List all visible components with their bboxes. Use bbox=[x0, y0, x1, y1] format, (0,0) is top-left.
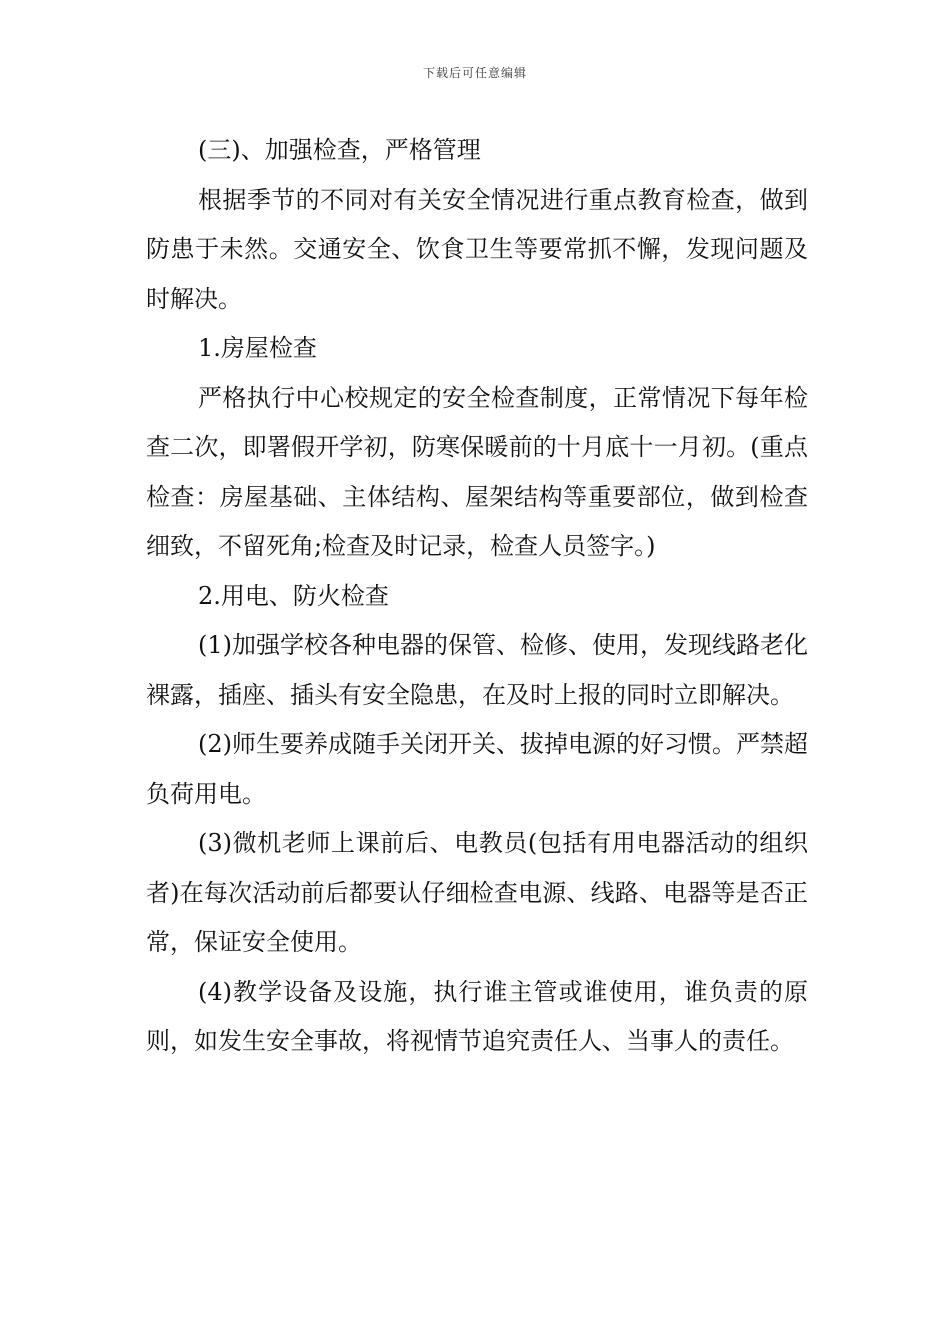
list-item: (1)加强学校各种电器的保管、检修、使用，发现线路老化裸露，插座、插头有安全隐患，在及时上报的同时立即解决。 bbox=[146, 631, 808, 709]
document-body bbox=[146, 126, 808, 1067]
body-paragraph: 根据季节的不同对有关安全情况进行重点教育检查，做到防患于未然。交通安全、饮食卫生等要常抓不懈，发现问题及时解决。 bbox=[146, 185, 808, 313]
subsection-heading: 2.用电、防火检查 bbox=[198, 581, 389, 610]
list-item: (2)师生要养成随手关闭开关、拔掉电源的好习惯。严禁超负荷用电。 bbox=[146, 730, 808, 808]
body-paragraph: 严格执行中心校规定的安全检查制度，正常情况下每年检查二次，即署假开学初，防寒保暖前的十月底十一月初。(重点检查：房屋基础、主体结构、屋架结构等重要部位，做到检查细致，不留死角;检查及时记录，检查人员签字。) bbox=[146, 383, 808, 560]
section-heading: (三)、加强检查，严格管理 bbox=[198, 136, 481, 164]
subsection-heading: 1.房屋检查 bbox=[198, 334, 317, 362]
list-item: (3)微机老师上课前后、电教员(包括有用电器活动的组织者)在每次活动前后都要认仔细检查电源、线路、电器等是否正常，保证安全使用。 bbox=[146, 829, 808, 956]
page-header-note: 下载后可任意编辑 bbox=[422, 66, 527, 80]
list-item: (4)教学设备及设施，执行谁主管或谁使用，谁负责的原则，如发生安全事故，将视情节追究责任人、当事人的责任。 bbox=[146, 977, 808, 1055]
